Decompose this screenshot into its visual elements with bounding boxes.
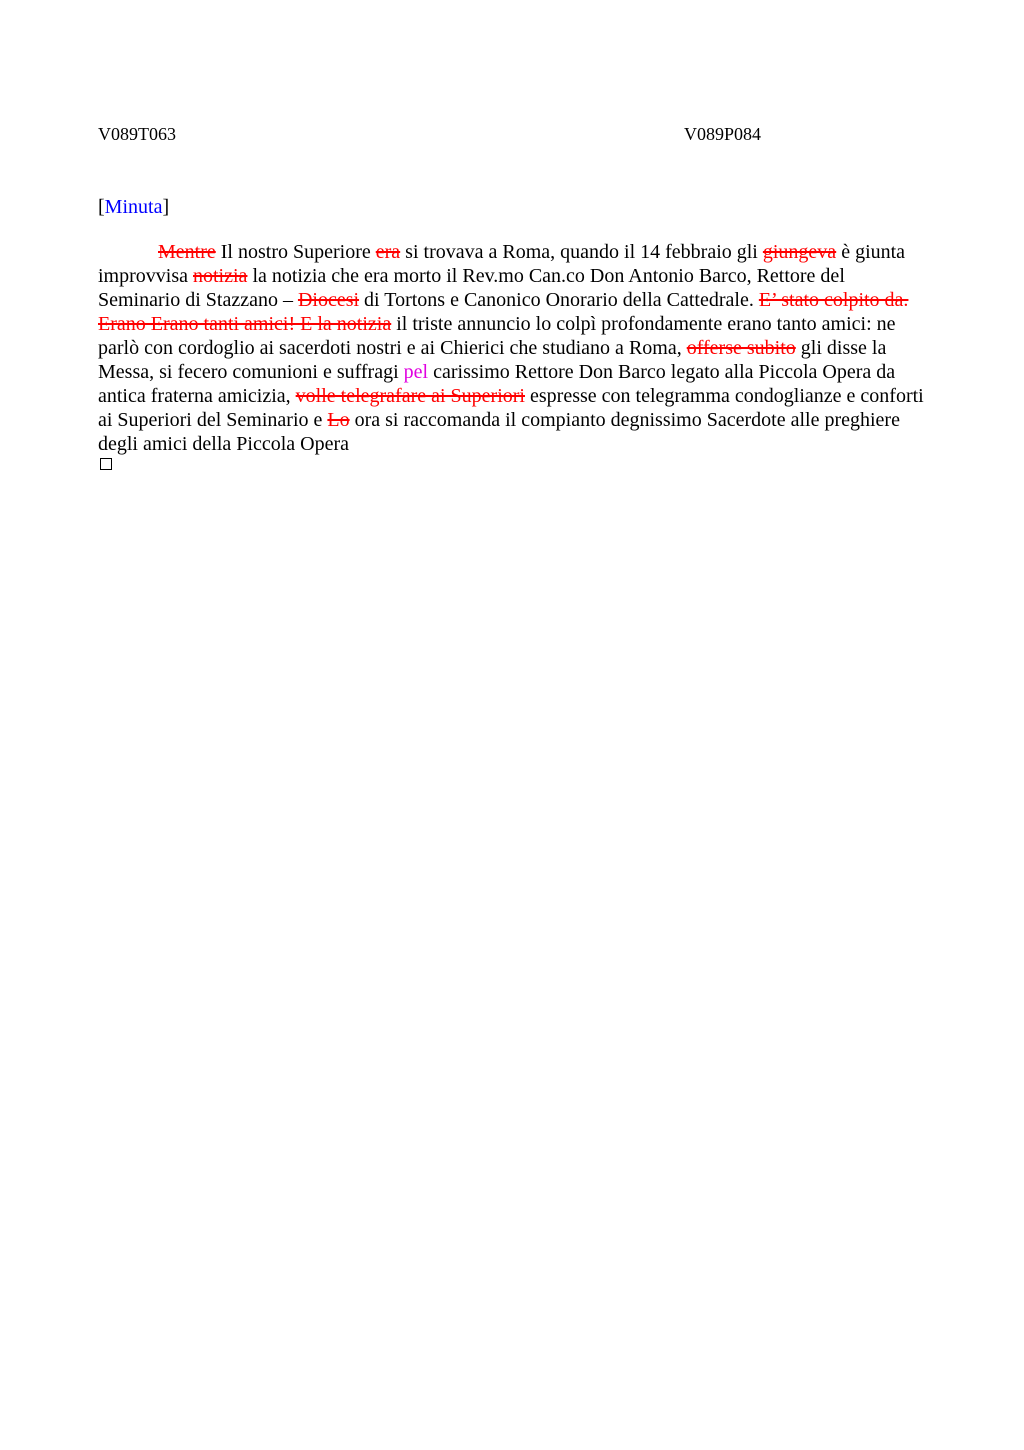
- deleted-text: volle telegrafare ai Superiori: [295, 385, 525, 407]
- document-code-left: V089T063: [98, 124, 176, 144]
- body-text-segment: di Tortons e Canonico Onorario della Cattedrale.: [359, 289, 759, 311]
- body-text-segment: la notizia che era morto il Rev.mo Can.co Don Antonio Barco, Rettore del Seminario di Stazzano –: [98, 265, 845, 311]
- deleted-text: notizia: [193, 265, 248, 287]
- body-text-segment: gli disse la Messa, si fecero comunioni e suffragi: [98, 337, 887, 383]
- body-text-segment: espresse con telegramma condoglianze e conforti ai Superiori del Seminario e: [98, 385, 924, 431]
- deleted-text: era: [375, 241, 401, 263]
- deleted-text: offerse subito: [686, 337, 796, 359]
- deleted-text: Diocesi: [297, 289, 360, 311]
- document-body: [98, 240, 928, 456]
- deleted-text: Mentre: [158, 241, 216, 263]
- label-close-bracket: ]: [162, 196, 170, 218]
- label-open-bracket: [: [98, 196, 105, 218]
- body-text-segment: è giunta improvvisa: [98, 241, 906, 287]
- label-text: Minuta: [104, 196, 163, 218]
- body-text-segment: il triste annuncio lo colpì profondamente erano tanto amici: ne parlò con cordoglio ai sacerdoti nostri e ai Chierici che studiano a Roma,: [98, 313, 896, 359]
- square-outline-icon: [100, 458, 112, 470]
- deleted-text: Lo: [327, 409, 350, 431]
- body-text-segment: si trovava a Roma, quando il 14 febbraio gli: [400, 241, 763, 263]
- inserted-text: pel: [403, 361, 429, 383]
- body-text-segment: carissimo Rettore Don Barco legato alla Piccola Opera da antica fraterna amicizia,: [98, 361, 896, 407]
- document-label: [98, 195, 169, 219]
- body-text-segment: ora si raccomanda il compianto degnissimo Sacerdote alle preghiere degli amici della Piccola Opera: [98, 409, 900, 455]
- deleted-text: E’ stato colpito da. Erano Erano tanti amici! E la notizia: [98, 289, 909, 335]
- body-text-segment: Il nostro Superiore: [215, 241, 376, 263]
- deleted-text: giungeva: [762, 241, 837, 263]
- document-code-right: V089P084: [684, 124, 762, 144]
